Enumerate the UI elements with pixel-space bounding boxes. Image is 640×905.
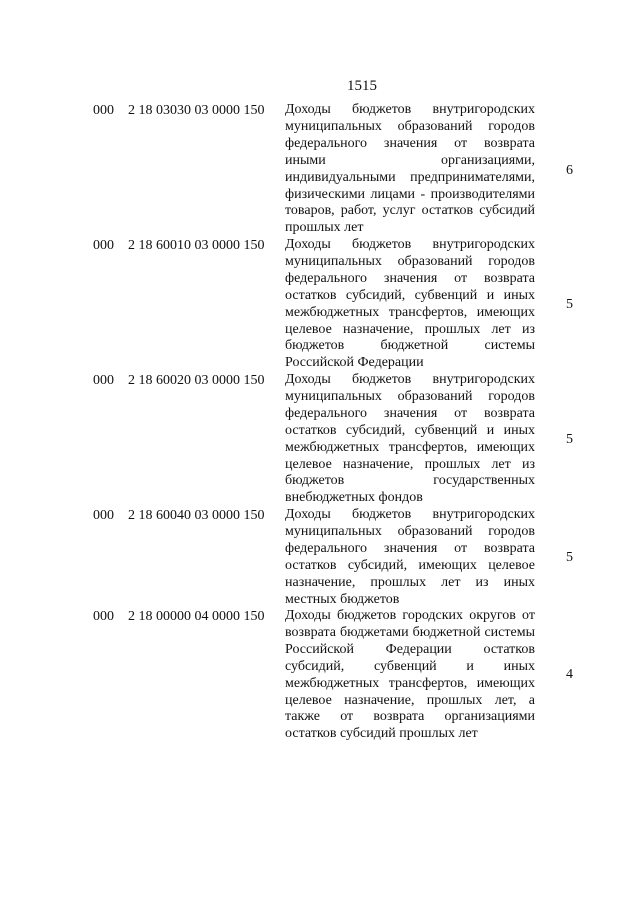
- admin-code: 000: [93, 609, 114, 624]
- income-code: 2 18 60010 03 0000 150: [128, 238, 265, 253]
- norm-value: 6: [566, 163, 573, 178]
- norm-value: 5: [566, 297, 573, 312]
- table-row: [0, 102, 640, 237]
- income-description: Доходы бюджетов городских округов от возврата бюджетами бюджетной системы Российской Федерации остатков субсидий, субвенций и иных межбюджетных трансфертов, имеющих целевое назначение, прошлых лет, а также от возврата организациями остатков субсидий прошлых лет: [285, 608, 535, 742]
- admin-code: 000: [93, 373, 114, 388]
- income-description: Доходы бюджетов внутригородских муниципальных образований городов федерального значения от возврата иными организациями, индивидуальными предпринимателями, физическими лицами - производителями товаров, работ, услуг остатков субсидий прошлых лет: [285, 102, 535, 236]
- income-code: 2 18 60040 03 0000 150: [128, 508, 265, 523]
- table-row: [0, 608, 640, 743]
- income-code: 2 18 60020 03 0000 150: [128, 373, 265, 388]
- admin-code: 000: [93, 103, 114, 118]
- admin-code: 000: [93, 238, 114, 253]
- budget-code-table: [0, 102, 640, 743]
- income-description: Доходы бюджетов внутригородских муниципальных образований городов федерального значения от возврата остатков субсидий, имеющих целевое назначение, прошлых лет из иных местных бюджетов: [285, 507, 535, 607]
- income-description: Доходы бюджетов внутригородских муниципальных образований городов федерального значения от возврата остатков субсидий, субвенций и иных межбюджетных трансфертов, имеющих целевое назначение, прошлых лет из бюджетов бюджетной системы Российской Федерации: [285, 237, 535, 371]
- norm-value: 5: [566, 432, 573, 447]
- admin-code: 000: [93, 508, 114, 523]
- income-description: Доходы бюджетов внутригородских муниципальных образований городов федерального значения от возврата остатков субсидий, субвенций и иных межбюджетных трансфертов, имеющих целевое назначение, прошлых лет из бюджетов государственных внебюджетных фондов: [285, 372, 535, 506]
- table-row: [0, 372, 640, 507]
- income-code: 2 18 00000 04 0000 150: [128, 609, 265, 624]
- table-row: [0, 237, 640, 372]
- page-number: 1515: [347, 78, 377, 94]
- norm-value: 5: [566, 550, 573, 565]
- table-row: [0, 507, 640, 608]
- income-code: 2 18 03030 03 0000 150: [128, 103, 265, 118]
- norm-value: 4: [566, 667, 573, 682]
